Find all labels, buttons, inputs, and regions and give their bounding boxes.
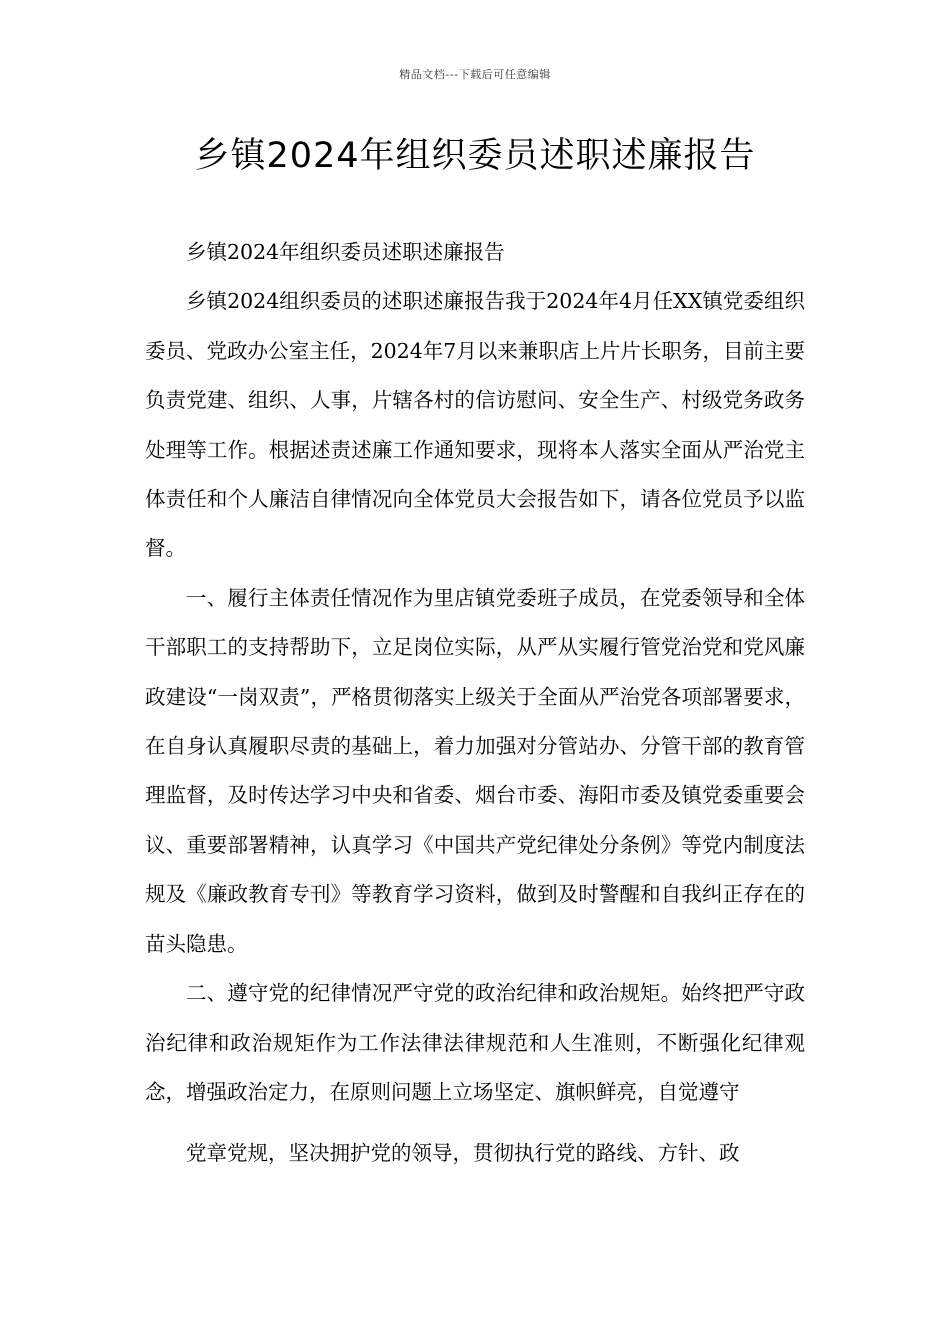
document-body: [145, 228, 805, 1179]
paragraph-section-one: 一、履行主体责任情况作为里店镇党委班子成员，在党委领导和全体干部职工的支持帮助下，立足岗位实际，从严从实履行管党治党和党风廉政建设“一岗双责”，严格贯彻落实上级关于全面从严治党各项部署要求，在自身认真履职尽责的基础上，着力加强对分管站办、分管干部的教育管理监督，及时传达学习中央和省委、烟台市委、海阳市委及镇党委重要会议、重要部署精神，认真学习《中国共产党纪律处分条例》等党内制度法规及《廉政教育专刊》等教育学习资料，做到及时警醒和自我纠正存在的苗头隐患。: [145, 585, 805, 956]
paragraph-continuation: 党章党规，坚决拥护党的领导，贯彻执行党的路线、方针、政: [186, 1141, 740, 1166]
paragraph-subtitle: 乡镇2024年组织委员述职述廉报告: [186, 240, 505, 264]
document-title: 乡镇2024年组织委员述职述廉报告: [194, 136, 756, 176]
paragraph-intro: 乡镇2024组织委员的述职述廉报告我于2024年4月任XX镇党委组织委员、党政办公室主任，2024年7月以来兼职店上片片长职务，目前主要负责党建、组织、人事，片辖各村的信访慰问、安全生产、村级党务政务处理等工作。根据述责述廉工作通知要求，现将本人落实全面从严治党主体责任和个人廉洁自律情况向全体党员大会报告如下，请各位党员予以监督。: [145, 289, 805, 561]
paragraph-section-two: 二、遵守党的纪律情况严守党的政治纪律和政治规矩。始终把严守政治纪律和政治规矩作为工作法律法律规范和人生准则，不断强化纪律观念，增强政治定力，在原则问题上立场坚定、旗帜鲜亮，自觉遵守: [145, 981, 805, 1104]
header-note: 精品文档---下载后可任意编辑: [399, 68, 551, 81]
